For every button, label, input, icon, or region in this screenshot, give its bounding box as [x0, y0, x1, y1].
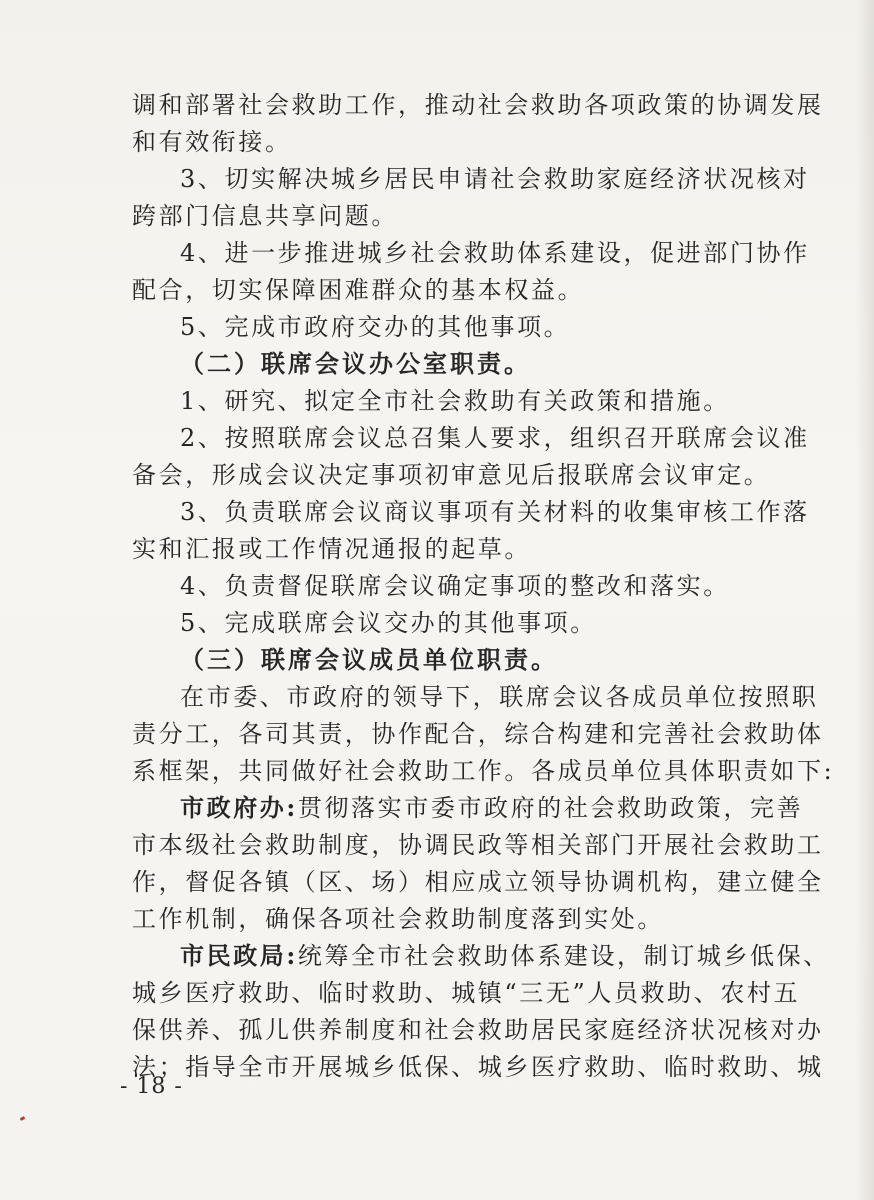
text-line: 3、切实解决城乡居民申请社会救助家庭经济状况核对: [180, 165, 810, 193]
gov-office-label: 市政府办:: [180, 793, 298, 822]
text-line: 和有效衔接。: [132, 128, 292, 156]
text-line: 备会，形成会议决定事项初审意见后报联席会议审定。: [132, 461, 771, 489]
civil-affairs-text: 统筹全市社会救助体系建设，制订城乡低保、: [297, 942, 830, 970]
text-line: 跨部门信息共享问题。: [132, 202, 398, 230]
text-line: 2、按照联席会议总召集人要求，组织召开联席会议准: [180, 424, 810, 452]
text-line: 实和汇报或工作情况通报的起草。: [132, 535, 531, 563]
text-line: 保供养、孤儿供养制度和社会救助居民家庭经济状况核对办: [132, 1016, 824, 1044]
text-line: 在市委、市政府的领导下，联席会议各成员单位按照职: [180, 683, 819, 711]
text-line: 5、完成市政府交办的其他事项。: [180, 313, 571, 341]
text-line: 4、负责督促联席会议确定事项的整改和落实。: [180, 572, 730, 600]
section-heading: （三）联席会议成员单位职责。: [180, 645, 558, 674]
text-line: 系框架，共同做好社会救助工作。各成员单位具体职责如下:: [132, 757, 835, 785]
page-number: - 18 -: [120, 1074, 183, 1099]
text-line: 1、研究、拟定全市社会救助有关政策和措施。: [180, 387, 730, 415]
text-line: 责分工，各司其责，协作配合，综合构建和完善社会救助体: [132, 720, 824, 748]
text-line: 作，督促各镇（区、场）相应成立领导协调机构，建立健全: [132, 868, 824, 896]
text-line: 市本级社会救助制度，协调民政等相关部门开展社会救助工: [132, 831, 824, 859]
text-line: 城乡医疗救助、临时救助、城镇“三无”人员救助、农村五: [132, 979, 801, 1007]
civil-affairs-paragraph-start: [180, 941, 830, 971]
text-line: 3、负责联席会议商议事项有关材料的收集审核工作落: [180, 498, 810, 526]
text-line: 调和部署社会救助工作，推动社会救助各项政策的协调发展: [132, 91, 824, 119]
text-line: 5、完成联席会议交办的其他事项。: [180, 609, 597, 637]
text-line: 工作机制，确保各项社会救助制度落到实处。: [132, 905, 664, 933]
civil-affairs-label: 市民政局:: [180, 941, 298, 970]
text-line: 配合，切实保障困难群众的基本权益。: [132, 276, 585, 304]
text-line: 4、进一步推进城乡社会救助体系建设，促进部门协作: [180, 239, 810, 267]
section-heading: （二）联席会议办公室职责。: [180, 349, 531, 378]
gov-office-text: 贯彻落实市委市政府的社会救助政策，完善: [297, 794, 804, 822]
text-line: 法；指导全市开展城乡低保、城乡医疗救助、临时救助、城: [132, 1053, 824, 1081]
gov-office-paragraph-start: [180, 793, 803, 823]
